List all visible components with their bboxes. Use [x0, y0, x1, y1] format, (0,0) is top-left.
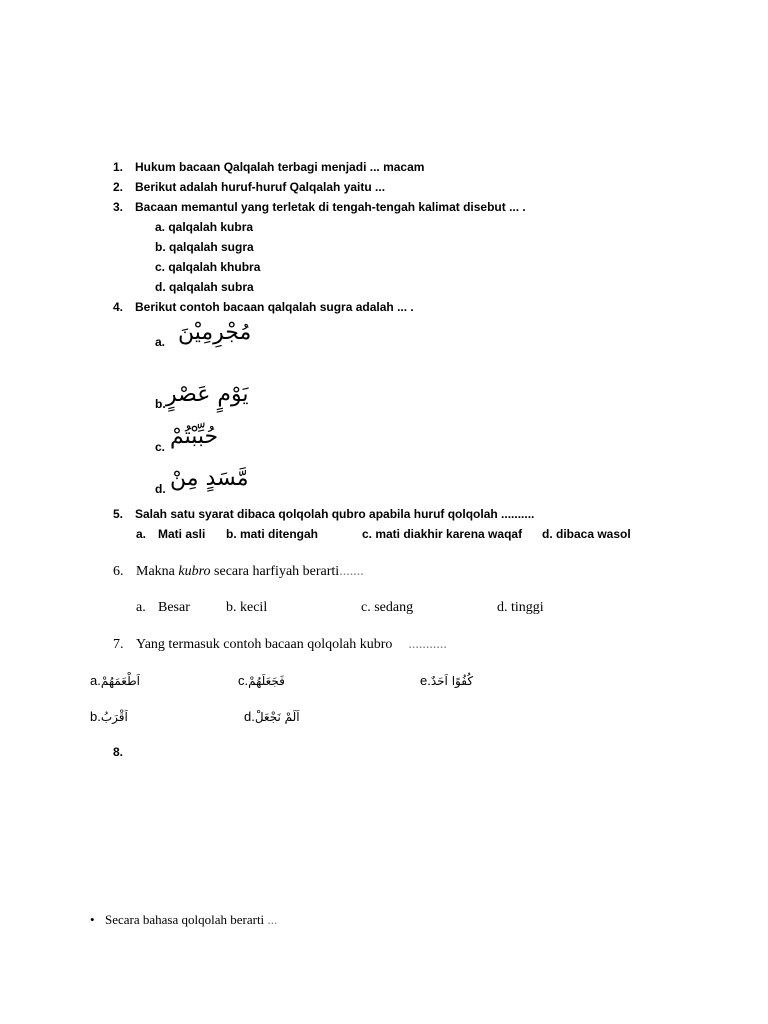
question-4-option-b-label: b. [155, 397, 166, 411]
question-3-option-d: d. qalqalah subra [155, 280, 254, 294]
question-5-option-b: b. mati ditengah [226, 527, 319, 541]
question-4-option-a-label: a. [155, 335, 166, 349]
question-5-option-a-label: a. [136, 527, 147, 541]
question-3 [113, 200, 526, 214]
question-7-option-e-label: e. [420, 673, 431, 688]
question-7-text: Yang termasuk contoh bacaan qolqolah kubro [136, 637, 393, 652]
question-4-option-a-arabic: مُجْرِمِيْنَ [178, 320, 252, 345]
question-7-option-e [420, 673, 473, 688]
question-6-text-italic: kubro [178, 564, 211, 579]
question-6-number: 6. [113, 564, 124, 579]
question-6-option-a-text: Besar [158, 600, 190, 615]
question-5-text: Salah satu syarat dibaca qolqolah qubro apabila huruf qolqolah .......... [135, 507, 535, 521]
question-6-dots: ....... [339, 564, 364, 579]
question-7-option-b [90, 709, 128, 724]
question-1-text: Hukum bacaan Qalqalah terbagi menjadi ... macam [135, 160, 425, 174]
question-1 [113, 160, 424, 174]
question-7-option-a [90, 673, 140, 688]
question-6-option-c: c. sedang [361, 600, 414, 615]
question-4-number: 4. [113, 300, 124, 314]
question-7-option-b-arabic: اَقْرَبُ [100, 710, 128, 724]
question-6 [113, 564, 364, 580]
bullet-item [90, 912, 277, 928]
question-5 [113, 507, 534, 521]
question-1-number: 1. [113, 160, 124, 174]
question-4-option-c-label: c. [155, 440, 166, 454]
question-3-text: Bacaan memantul yang terletak di tengah-tengah kalimat disebut ... . [135, 200, 526, 214]
question-7-option-d-label: d. [244, 709, 255, 724]
question-6-option-d: d. tinggi [497, 600, 544, 615]
question-7-option-c-arabic: فَجَعَلَهُمْ [248, 674, 285, 688]
question-7 [113, 637, 447, 653]
question-7-option-a-label: a. [90, 673, 101, 688]
question-6-option-a-label: a. [136, 600, 146, 615]
question-3-option-a: a. qalqalah kubra [155, 220, 254, 234]
question-8-number: 8. [113, 745, 124, 759]
question-4-option-c-arabic: حُبِّبْتُمْ [170, 424, 219, 449]
question-7-option-e-arabic: كُفُوًا اَحَدٌ [430, 674, 474, 688]
question-7-option-a-arabic: اَطْعَمَهُمْ [100, 674, 140, 688]
question-3-option-b: b. qalqalah sugra [155, 240, 254, 254]
question-7-option-c-label: c. [238, 673, 249, 688]
question-3-option-c: c. qalqalah khubra [155, 260, 261, 274]
question-7-option-c [238, 673, 285, 688]
question-6-text-after: secara harfiyah berarti [210, 564, 340, 579]
bullet-dots: ... [264, 912, 278, 927]
question-2-text: Berikut adalah huruf-huruf Qalqalah yaitu ... [135, 180, 386, 194]
question-5-number: 5. [113, 507, 124, 521]
question-4 [113, 300, 414, 314]
question-4-option-b-arabic: يَوْمٍ عَصْرٍ [166, 382, 249, 407]
question-5-option-c: c. mati diakhir karena waqaf [362, 527, 523, 541]
bullet-symbol: • [90, 912, 95, 927]
question-4-option-d-arabic: مَّسَدٍ مِنْ [170, 466, 249, 491]
question-3-number: 3. [113, 200, 124, 214]
question-4-text: Berikut contoh bacaan qalqalah sugra adalah ... . [135, 300, 414, 314]
question-2-number: 2. [113, 180, 124, 194]
question-6-option-b: b. kecil [226, 600, 268, 615]
question-7-option-d-arabic: اَلَمْ نَجْعَلْ [254, 710, 300, 724]
question-7-option-d [244, 709, 300, 724]
question-7-option-b-label: b. [90, 709, 101, 724]
question-5-option-d: d. dibaca wasol [542, 527, 631, 541]
question-7-number: 7. [113, 637, 124, 652]
question-6-text-before: Makna [136, 564, 179, 579]
question-4-option-d-label: d. [155, 482, 166, 496]
question-5-option-a-text: Mati asli [158, 527, 206, 541]
bullet-text: Secara bahasa qolqolah berarti [105, 912, 265, 927]
question-7-dots: ........... [408, 637, 447, 652]
question-2 [113, 180, 385, 194]
